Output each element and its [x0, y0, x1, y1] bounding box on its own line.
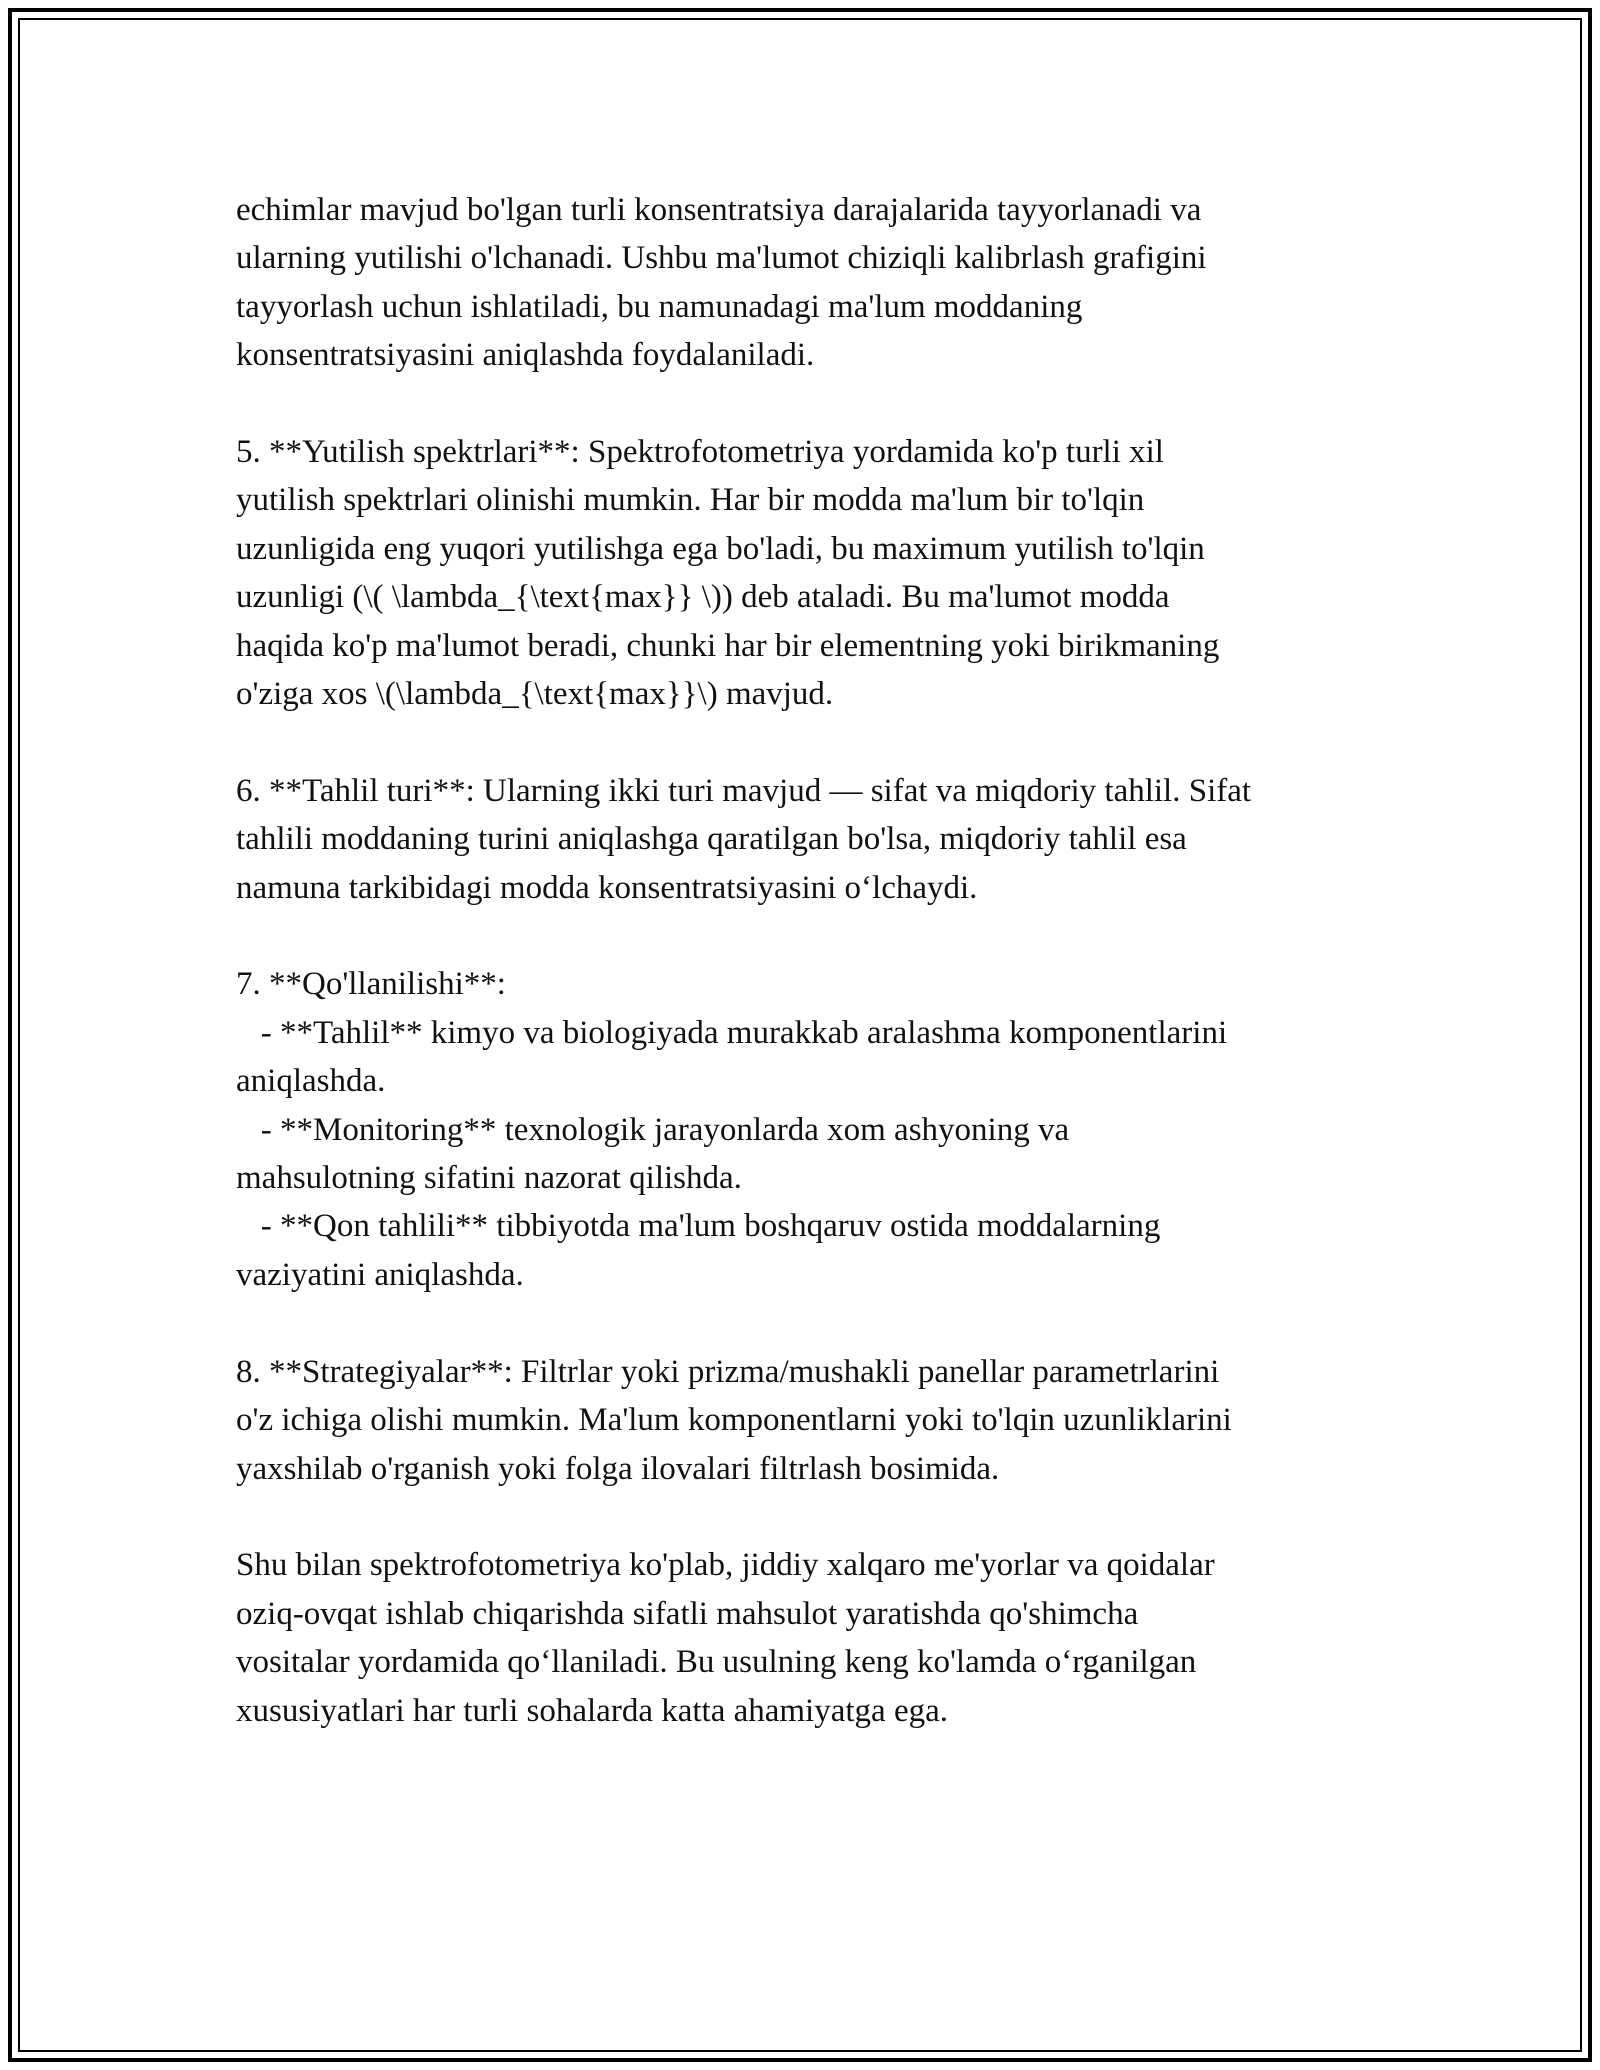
paragraph-analysis-type: [236, 767, 1376, 912]
text-line: aniqlashda.: [236, 1063, 386, 1100]
text-line: ularning yutilishi o'lchanadi. Ushbu ma'lumot chiziqli kalibrlash grafigini: [236, 240, 1207, 277]
text-line: oziq-ovqat ishlab chiqarishda sifatli mahsulot yaratishda qo'shimcha: [236, 1595, 1139, 1632]
text-line: echimlar mavjud bo'lgan turli konsentratsiya darajalarida tayyorlanadi va: [236, 192, 1202, 228]
text-line: yaxshilab o'rganish yoki folga ilovalari filtrlash bosimida.: [236, 1450, 1000, 1487]
text-line: o'z ichiga olishi mumkin. Ma'lum komponentlarni yoki to'lqin uzunliklarini: [236, 1402, 1232, 1439]
text-line: tayyorlash uchun ishlatiladi, bu namunadagi ma'lum moddaning: [236, 288, 1083, 325]
paragraph-strategies: [236, 1348, 1376, 1493]
paragraph-calibration-continuation: [236, 186, 1376, 380]
text-line: vaziyatini aniqlashda.: [236, 1256, 524, 1293]
list-item-line: - **Qon tahlili** tibbiyotda ma'lum boshqaruv ostida moddalarning: [236, 1208, 1161, 1245]
text-line: haqida ko'p ma'lumot beradi, chunki har bir elementning yoki birikmaning: [236, 627, 1220, 664]
text-line: o'ziga xos \(\lambda_{\text{max}}\) mavjud.: [236, 676, 834, 713]
text-line: uzunligi (\( \lambda_{\text{max}} \)) deb ataladi. Bu ma'lumot modda: [236, 579, 1170, 616]
text-line: 8. **Strategiyalar**: Filtrlar yoki prizma/mushakli panellar parametrlarini: [236, 1353, 1220, 1390]
text-line: 5. **Yutilish spektrlari**: Spektrofotometriya yordamida ko'p turli xil: [236, 434, 1164, 471]
text-line: namuna tarkibidagi modda konsentratsiyasini o‘lchaydi.: [236, 869, 978, 906]
text-line: Shu bilan spektrofotometriya ko'plab, jiddiy xalqaro me'yorlar va qoidalar: [236, 1547, 1215, 1584]
paragraph-conclusion: [236, 1541, 1376, 1735]
text-line: xususiyatlari har turli sohalarda katta ahamiyatga ega.: [236, 1692, 948, 1729]
paragraph-absorption-spectra: [236, 428, 1376, 718]
text-line: mahsulotning sifatini nazorat qilishda.: [236, 1160, 742, 1197]
text-line: yutilish spektrlari olinishi mumkin. Har bir modda ma'lum bir to'lqin: [236, 482, 1145, 519]
text-line: uzunligida eng yuqori yutilishga ega bo'ladi, bu maximum yutilish to'lqin: [236, 530, 1205, 567]
text-line: tahlili moddaning turini aniqlashga qaratilgan bo'lsa, miqdoriy tahlil esa: [236, 821, 1187, 858]
paragraph-applications: [236, 960, 1376, 1299]
list-item-line: - **Monitoring** texnologik jarayonlarda xom ashyoning va: [236, 1111, 1070, 1148]
document-body: [236, 186, 1376, 1783]
list-item-line: - **Tahlil** kimyo va biologiyada murakkab aralashma komponentlarini: [236, 1014, 1228, 1051]
text-line: konsentratsiyasini aniqlashda foydalaniladi.: [236, 337, 815, 374]
text-line: 6. **Tahlil turi**: Ularning ikki turi mavjud — sifat va miqdoriy tahlil. Sifat: [236, 772, 1252, 809]
text-line: vositalar yordamida qo‘llaniladi. Bu usulning keng ko'lamda o‘rganilgan: [236, 1644, 1197, 1681]
text-line: 7. **Qo'llanilishi**:: [236, 966, 506, 1003]
